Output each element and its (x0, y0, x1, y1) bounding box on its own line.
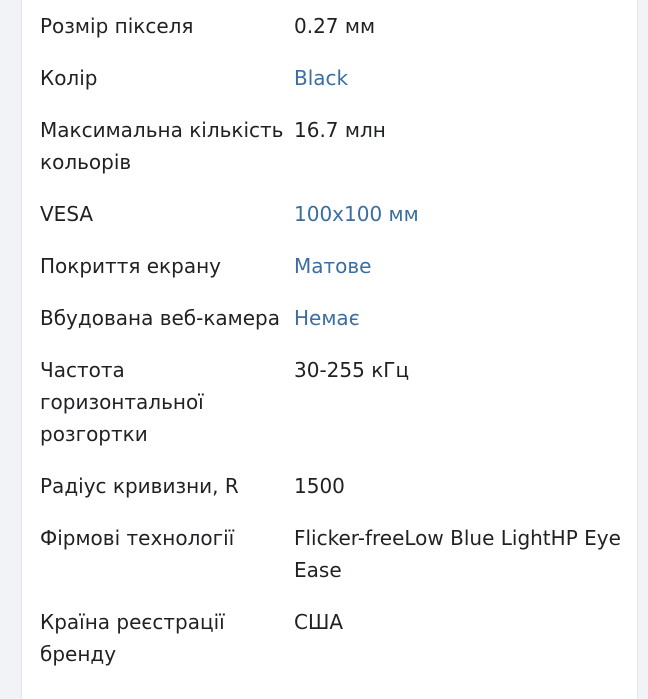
spec-row-curvature-radius (40, 470, 630, 502)
spec-value-link[interactable]: Black (294, 66, 349, 90)
spec-row-max-colors (40, 114, 630, 178)
spec-row-webcam (40, 302, 630, 334)
spec-value: США (294, 610, 344, 634)
spec-name: Вбудована веб-камера (40, 306, 281, 330)
spec-name: Частота горизонтальної розгортки (40, 358, 204, 446)
specifications-card (21, 0, 638, 699)
spec-value: 16.7 млн (294, 118, 386, 142)
spec-name: Країна реєстрації бренду (40, 610, 225, 666)
spec-name: Розмір пікселя (40, 14, 194, 38)
spec-row-color (40, 62, 630, 94)
spec-name: Фірмові технології (40, 526, 235, 550)
spec-name: Покриття екрану (40, 254, 221, 278)
spec-row-brand-technologies (40, 522, 630, 586)
spec-value: 30-255 кГц (294, 358, 410, 382)
spec-name: Максимальна кількість кольорів (40, 118, 284, 174)
spec-name: Колір (40, 66, 98, 90)
spec-value: 0.27 мм (294, 14, 376, 38)
spec-value-link[interactable]: 100x100 мм (294, 202, 419, 226)
spec-value-link[interactable]: Немає (294, 306, 360, 330)
spec-row-vesa (40, 198, 630, 230)
spec-value: Flicker-freeLow Blue LightHP Eye Ease (294, 526, 621, 582)
spec-row-brand-country (40, 606, 630, 670)
spec-name: VESA (40, 202, 94, 226)
spec-row-pixel-size (40, 10, 630, 42)
specifications-list (40, 10, 630, 690)
spec-value: 1500 (294, 474, 345, 498)
spec-name: Радіус кривизни, R (40, 474, 239, 498)
spec-row-screen-coating (40, 250, 630, 282)
spec-value-link[interactable]: Матове (294, 254, 372, 278)
spec-row-horizontal-frequency (40, 354, 630, 450)
